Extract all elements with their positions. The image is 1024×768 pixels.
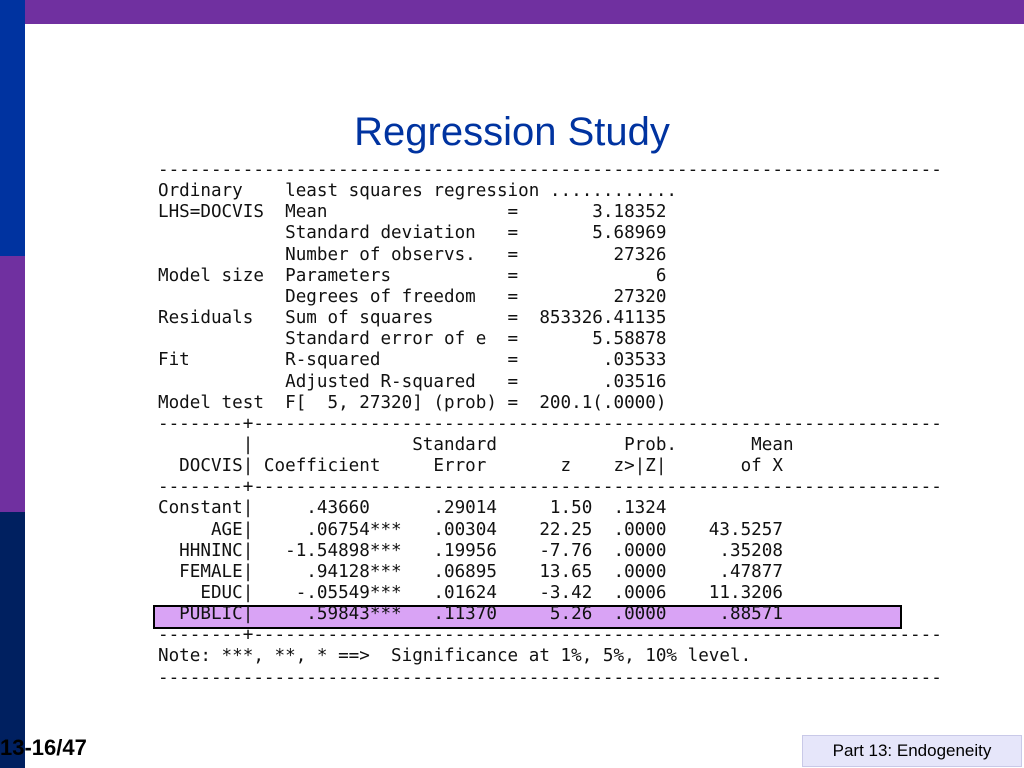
output-line: -------------------------------------------------------------------------- [158,160,942,180]
output-line: Ordinary least squares regression ............ [158,181,678,202]
output-line: Standard error of e = 5.58878 [158,329,667,350]
slide-number: 13-16/47 [0,735,87,760]
section-label: Part 13: Endogeneity [802,735,1022,767]
output-line: PUBLIC| .59843*** .11370 5.26 .0000 .88571 [158,604,783,625]
output-line: -------------------------------------------------------------------------- [158,667,942,688]
output-line: --------+----------------------------------------------------------------- [158,625,942,646]
output-line: Fit R-squared = .03533 [158,350,667,371]
output-line: Standard deviation = 5.68969 [158,223,667,244]
output-line: EDUC| -.05549*** .01624 -3.42 .0006 11.3206 [158,583,783,603]
output-line: Number of observs. = 27326 [158,244,667,265]
sidebar-segment-purple [0,256,25,512]
output-line: HHNINC| -1.54898*** .19956 -7.76 .0000 .35208 [158,540,783,561]
output-line: Degrees of freedom = 27320 [158,286,667,307]
output-line: Constant| .43660 .29014 1.50 .1324 [158,498,667,519]
output-line: --------+----------------------------------------------------------------- [158,477,942,498]
output-line: LHS=DOCVIS Mean = 3.18352 [158,202,667,223]
output-line: Model test F[ 5, 27320] (prob) = 200.1(.0000) [158,392,667,413]
sidebar-segment-navy [0,512,25,768]
slide-title: Regression Study [354,110,670,154]
top-banner [0,0,1024,24]
output-line: Model size Parameters = 6 [158,265,667,286]
output-line: Note: ***, **, * ==> Significance at 1%, 5%, 10% level. [158,646,752,667]
output-line: Residuals Sum of squares = 853326.41135 [158,308,667,329]
output-line: Adjusted R-squared = .03516 [158,371,667,392]
output-line: DOCVIS| Coefficient Error z z>|Z| of X [158,456,783,477]
output-line: --------+----------------------------------------------------------------- [158,413,942,434]
output-line: FEMALE| .94128*** .06895 13.65 .0000 .47877 [158,561,783,582]
output-line: | Standard Prob. Mean [158,434,794,455]
output-line: AGE| .06754*** .00304 22.25 .0000 43.5257 [158,519,783,540]
